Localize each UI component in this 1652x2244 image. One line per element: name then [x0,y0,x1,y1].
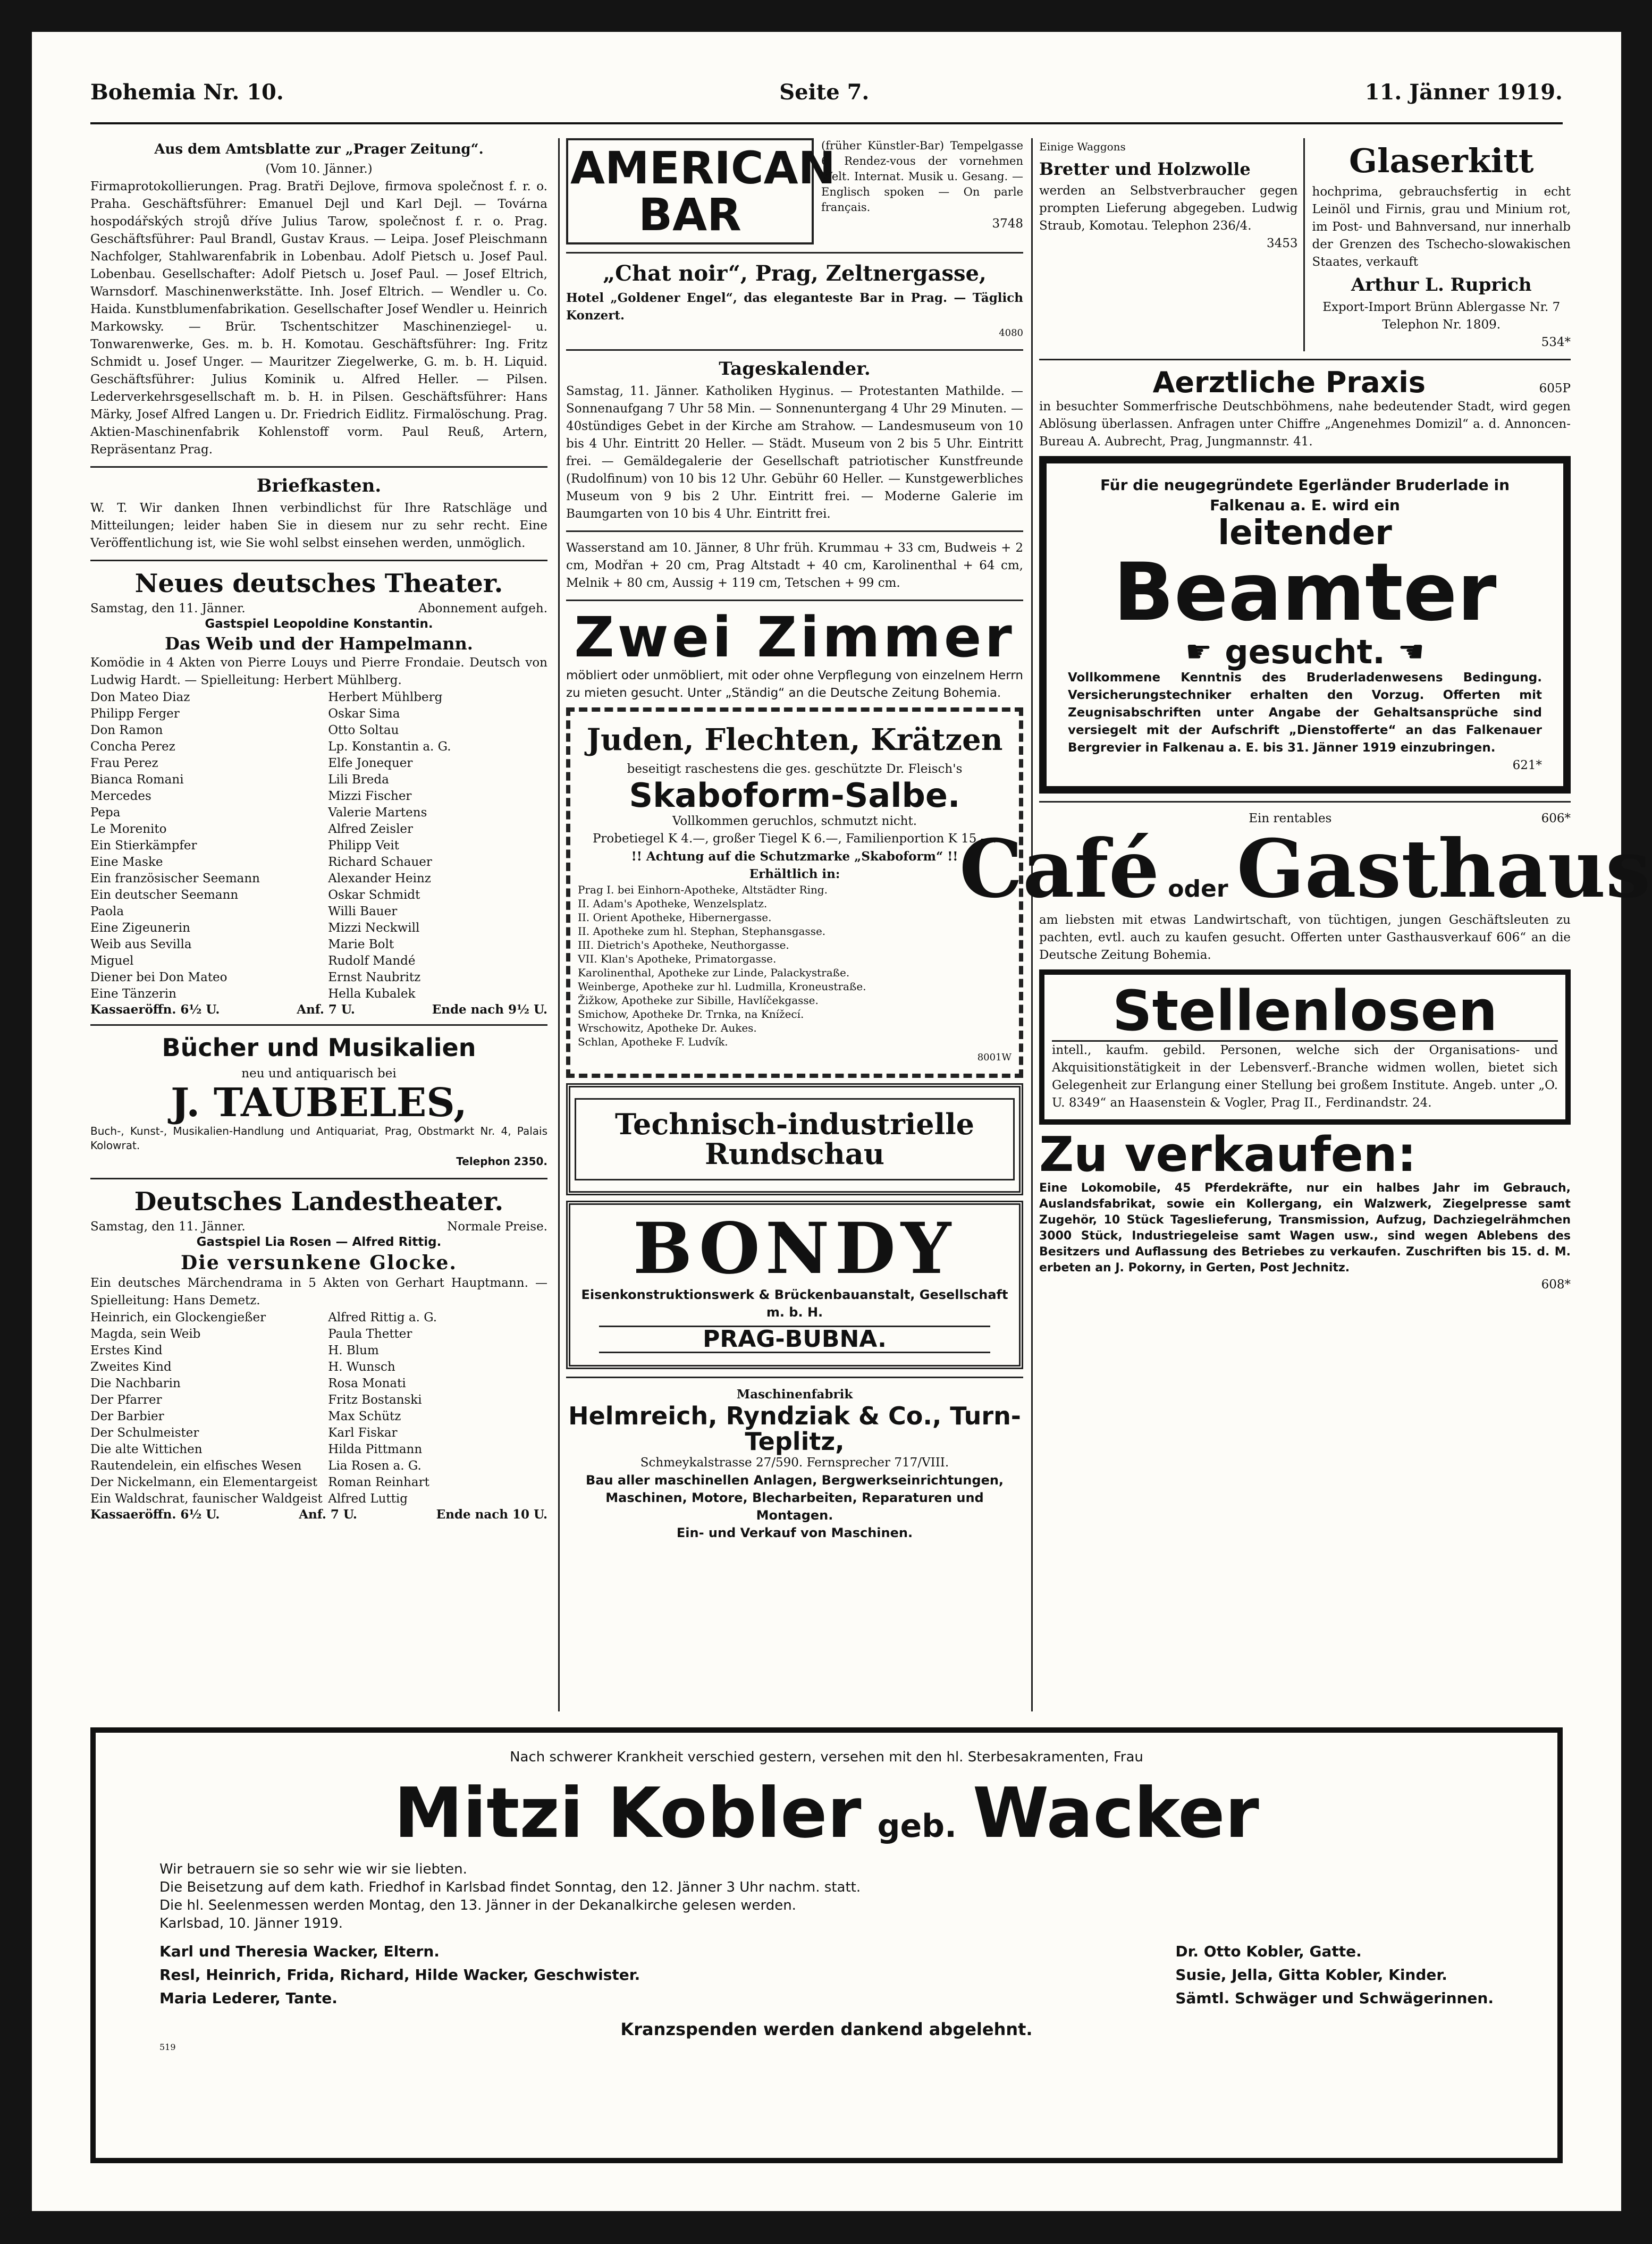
american-bar-code: 3748 [992,217,1023,231]
chat-noir-code: 4080 [999,327,1023,339]
actor-name: Ernst Naubritz [328,971,421,984]
praxis-code: 605P [1539,382,1571,395]
obituary-code: 519 [159,2041,176,2052]
taubeles-sub: neu und antiquarisch bei [241,1067,397,1081]
actor-name: Hilda Pittmann [328,1442,423,1456]
taubeles-title: Bücher und Musikalien [162,1033,476,1062]
box-office-time: Kassaeröffn. 6½ U. [90,1507,220,1522]
actor-name: Karl Fiskar [328,1425,398,1440]
role-name: Eine Maske [90,855,163,869]
cast-row [90,953,547,969]
neues-theater-times [90,1002,547,1017]
obituary-name: Mitzi Kobler [394,1773,862,1853]
zwei-zimmer-title: Zwei Zimmer [574,605,1015,670]
beamter-lead: leitender [1218,513,1392,553]
wasserstand-text: Wasserstand am 10. Jänner, 8 Uhr früh. Krummau + 33 cm, Budweis + 2 cm, Modřan + 20 cm, Prag Altstadt + 40 cm, Karolinenthal + 64 cm, Melnik + 80 cm, Aussig + 119 cm, Tetschen + 99 cm. [566,541,1023,590]
chat-noir-title: „Chat noir“, Prag, Zeltnergasse, [603,261,987,286]
skaboform-code: 8001W [977,1051,1012,1063]
pharmacy-item: Schlan, Apotheke F. Ludvík. [578,1035,728,1048]
role-name: Ein deutscher Seemann [90,888,239,902]
role-name: Der Barbier [90,1409,164,1423]
skaboform-l1: Vollkommen geruchlos, schmutzt nicht. [672,814,917,828]
helmreich-top: Maschinenfabrik [736,1387,853,1402]
role-name: Miguel [90,954,134,968]
bretter-title: Bretter und Holzwolle [1039,159,1251,179]
skaboform-sub: beseitigt raschestens die ges. geschützte Dr. Fleisch's [627,762,963,776]
skaboform-title: Juden, Flechten, Krätzen [586,722,1003,757]
helmreich-text: Bau aller maschinellen Anlagen, Bergwerkseinrichtungen, Maschinen, Motore, Blecharbeiten, Reparaturen und Montagen. [585,1473,1004,1523]
amtsblatt-title: Aus dem Amtsblatte zur „Prager Zeitung“. [154,141,484,157]
taubeles-name: J. TAUBELES, [171,1080,467,1126]
role-name: Pepa [90,806,121,820]
divider [566,530,1023,532]
obituary-mourners [159,1940,1494,2010]
mourner-line: Susie, Jella, Gitta Kobler, Kinder. [1175,1965,1447,1984]
cast-row [90,772,547,788]
obituary-geb: geb. [877,1808,957,1845]
gasthaus-word: Gasthaus [1236,822,1651,916]
pharmacy-item: Karolinenthal, Apotheke zur Linde, Palackystraße. [578,966,850,979]
pharmacy-item: Smichow, Apotheke Dr. Trnka, na Knížecí. [578,1007,804,1020]
header-paper: Bohemia Nr. 10. [90,80,284,105]
role-name: Heinrich, ein Glockengießer [90,1310,266,1325]
role-name: Concha Perez [90,740,175,754]
chat-noir-text: Hotel „Goldener Engel“, das eleganteste Bar in Prag. — Täglich Konzert. [566,291,1023,323]
pharmacy-item: III. Dietrich's Apotheke, Neuthorgasse. [578,938,789,951]
cast-row [90,1310,547,1326]
glaserkitt-ad [1312,138,1571,351]
neues-theater-title: Neues deutsches Theater. [134,569,503,598]
taubeles-desc: Buch-, Kunst-, Musikalien-Handlung und Antiquariat, Prag, Obstmarkt Nr. 4, Palais Kolowrat. [90,1124,547,1152]
actor-name: Mizzi Neckwill [328,921,420,935]
obituary-l4: Karlsbad, 10. Jänner 1919. [159,1915,343,1931]
actor-name: Elfe Jonequer [328,756,413,770]
obituary-intro: Nach schwerer Krankheit verschied gestern, versehen mit den hl. Sterbesakramenten, Frau [510,1749,1143,1765]
divider [90,1024,547,1026]
mourner-line: Dr. Otto Kobler, Gatte. [1175,1942,1362,1960]
beamter-code: 621* [1512,758,1542,773]
neues-theater-date: Samstag, den 11. Jänner. [90,602,246,615]
cast-row [90,1441,547,1458]
mourners-left [159,1940,640,2010]
obituary-name-row [106,1773,1547,1853]
cast-row [90,755,547,772]
divider [566,252,1023,254]
verkaufen-text: Eine Lokomobile, 45 Pferdekräfte, nur ein halbes Jahr im Gebrauch, Auslandsfabrikat, sowie ein Kollergang, ein Walzwerk, Ziegelpresse samt Zugehör, 10 Stück Tageslieferung, Transmission, Aufzug, Dachziegelrähmchen 3000 Stück, Industriegeleise samt Wagen usw., sind wegen Ablebens des Besitzers und Auflassung des Betriebes zu verkaufen. Zuschriften bis 15. d. M. erbeten an J. Pokorny, in Gerten, Post Jechnitz. [1039,1181,1571,1275]
zwei-zimmer-text: möbliert oder unmöbliert, mit oder ohne Verpflegung von einzelnem Herrn zu mieten gesucht. Unter „Ständig“ an die Deutsche Zeitung Bohemia. [566,668,1023,700]
cast-row [90,986,547,1002]
actor-name: Paula Thetter [328,1327,412,1341]
neues-theater-desc: Komödie in 4 Akten von Pierre Louys und Pierre Frondaie. Deutsch von Ludwig Hardt. — Spielleitung: Herbert Mühlberg. [90,656,547,687]
bondy-ad [566,1201,1023,1369]
role-name: Rautendelein, ein elfisches Wesen [90,1458,302,1473]
actor-name: H. Wunsch [328,1360,395,1374]
role-name: Don Ramon [90,723,163,737]
pharmacy-item: Weinberge, Apotheke zur hl. Ludmilla, Kroneustraße. [578,980,866,993]
glaserkitt-text: hochprima, gebrauchsfertig in echt Leinöl und Firnis, grau und Minium rot, im Post- und Bahnversand, nur innerhalb der Grenzen des Tschecho-slowakischen Staates, verkauft [1312,185,1571,269]
beamter-intro: Für die neugegründete Egerländer Bruderlade in Falkenau a. E. wird ein [1100,476,1510,514]
cast-row [90,854,547,871]
actor-name: Richard Schauer [328,855,432,869]
pointing-hand-left-icon: ☚ [1397,635,1425,670]
taubeles-phone: Telephon 2350. [456,1154,547,1168]
cast-row [90,1491,547,1507]
role-name: Eine Zigeunerin [90,921,190,935]
cafe-word: Café [959,822,1160,916]
skaboform-l3: !! Achtung auf die Schutzmarke „Skaboform“ !! [631,849,958,864]
obituary-l2: Die Beisetzung auf dem kath. Friedhof in Karlsbad findet Sonntag, den 12. Jänner 3 Uhr nachm. statt. [159,1879,861,1895]
actor-name: Otto Soltau [328,723,399,737]
beamter-ad [1039,456,1571,794]
mourner-line: Karl und Theresia Wacker, Eltern. [159,1942,440,1960]
divider [90,560,547,561]
pharmacy-item: II. Orient Apotheke, Hibernergasse. [578,910,772,924]
rundschau-title: Technisch-industrielle Rundschau [575,1098,1015,1180]
role-name: Der Schulmeister [90,1425,199,1440]
divider [1039,359,1571,360]
cafe-code: 606* [1541,812,1571,826]
role-name: Magda, sein Weib [90,1327,201,1341]
divider [566,1377,1023,1378]
cast-row [90,689,547,706]
actor-name: Lp. Konstantin a. G. [328,740,451,754]
actor-name: Lili Breda [328,773,389,787]
pointing-hand-right-icon: ☛ [1185,635,1212,670]
actor-name: Herbert Mühlberg [328,690,443,704]
actor-name: Mizzi Fischer [328,789,412,803]
cast-row [90,838,547,854]
cast-row [90,937,547,953]
actor-name: Marie Bolt [328,938,394,951]
pharmacy-item: Prag I. bei Einhorn-Apotheke, Altstädter Ring. [578,883,828,896]
rundschau-ad [566,1083,1023,1195]
cast-row [90,722,547,739]
skaboform-name: Skaboform-Salbe. [629,775,960,815]
helmreich-last: Ein- und Verkauf von Maschinen. [676,1525,913,1541]
landestheater-times [90,1507,547,1522]
cast-row [90,1359,547,1376]
beamter-text: Vollkommene Kenntnis des Bruderladenwesens Bedingung. Versicherungstechniker erhalten den Vorzug. Offerten mit Zeugnisabschriften unter Angabe der Gehaltsansprüche sind versiegelt mit der Aufschrift „Dienstofferte“ an das Falkenauer Bergrevier in Falkenau a. E. bis 31. Jänner 1919 einzubringen. [1068,671,1542,755]
landestheater-guest: Gastspiel Lia Rosen — Alfred Rittig. [196,1235,442,1249]
glaserkitt-address: Export-Import Brünn Ablergasse Nr. 7 Telephon Nr. 1809. [1322,300,1561,332]
actor-name: Lia Rosen a. G. [328,1458,422,1473]
obituary-l3: Die hl. Seelenmessen werden Montag, den 13. Jänner in der Dekanalkirche gelesen werden. [159,1897,796,1913]
mourner-line: Sämtl. Schwäger und Schwägerinnen. [1175,1989,1494,2007]
box-office-time: Kassaeröffn. 6½ U. [90,1002,220,1017]
helmreich-address: Schmeykalstrasse 27/590. Fernsprecher 717/VIII. [640,1456,949,1470]
cast-row [90,1458,547,1474]
stellenlose-ad [1039,969,1571,1125]
actor-name: Willi Bauer [328,905,398,918]
cast-row [90,788,547,805]
verkaufen-title: Zu verkaufen: [1039,1127,1417,1183]
actor-name: Rosa Monati [328,1376,406,1390]
neues-theater-cast [90,689,547,1002]
cast-row [90,904,547,920]
divider [90,466,547,468]
praxis-header [1039,368,1571,398]
praxis-text: in besuchter Sommerfrische Deutschböhmens, nahe bedeutender Stadt, wird gegen Ablösung überlassen. Anfragen unter Chiffre „Angenehmes Domizil“ a. d. Annoncen-Bureau A. Aubrecht, Prag, Jungmannstr. 41. [1039,399,1571,449]
stellenlose-text: intell., kaufm. gebild. Personen, welche sich der Organisations- und Akquisitionstätigkeit in der Lebensverf.-Branche widmen wollen, bietet sich Gelegenheit zur Erlangung einer Stellung bei großem Institute. Angeb. unter „O. U. 8349“ an Haasenstein & Vogler, Prag II., Ferdinandstr. 24. [1052,1043,1558,1110]
role-name: Der Nickelmann, ein Elementargeist [90,1475,318,1489]
cast-row [90,1408,547,1425]
actor-name: Rudolf Mandé [328,954,416,968]
actor-name: Alfred Luttig [328,1491,408,1506]
role-name: Bianca Romani [90,773,184,787]
skaboform-pharmacy-list [578,883,1012,1049]
cast-row [90,871,547,887]
neues-theater-dateline [90,602,547,615]
skaboform-ad [566,707,1023,1078]
cafe-text: am liebsten mit etwas Landwirtschaft, von tüchtigen, jungen Geschäftsleuten zu pachten, evtl. auch zu kaufen gesucht. Offerten unter Gasthausverkauf 606“ an die Deutsche Zeitung Bohemia. [1039,913,1571,962]
cast-row [90,821,547,838]
tageskalender-title: Tageskalender. [719,358,871,380]
pharmacy-item: II. Apotheke zum hl. Stephan, Stephansgasse. [578,924,826,938]
role-name: Ein Stierkämpfer [90,839,197,853]
cast-row [90,920,547,937]
bondy-text: Eisenkonstruktionswerk & Brückenbauanstalt, Gesellschaft m. b. H. [581,1287,1008,1320]
landestheater-dateline [90,1220,547,1234]
divider [1039,801,1571,803]
landestheater-date: Samstag, den 11. Jänner. [90,1219,246,1234]
helmreich-name: Helmreich, Ryndziak & Co., Turn-Teplitz, [568,1401,1021,1456]
skaboform-l2: Probetiegel K 4.—, großer Tiegel K 6.—, Familienportion K 15.—. [592,831,997,846]
obituary-maiden-name: Wacker [972,1773,1259,1853]
role-name: Die alte Wittichen [90,1442,203,1456]
bretter-top: Einige Waggons [1039,140,1126,153]
cafe-title [959,822,1651,916]
landestheater-prices: Normale Preise. [447,1219,547,1234]
glaserkitt-bretter-row [1039,138,1571,351]
divider [90,1178,547,1179]
pharmacy-item: VII. Klan's Apotheke, Primatorgasse. [578,952,777,965]
role-name: Le Morenito [90,822,167,836]
bondy-location: PRAG-BUBNA. [599,1326,990,1353]
skaboform-l4: Erhältlich in: [749,866,840,881]
role-name: Don Mateo Diaz [90,690,190,704]
role-name: Weib aus Sevilla [90,938,192,951]
landestheater-play: Die versunkene Glocke. [181,1251,457,1274]
role-name: Erstes Kind [90,1343,163,1357]
briefkasten-text: W. T. Wir danken Ihnen verbindlichst für Ihre Ratschläge und Mitteilungen; leider haben Sie in diesem nur zu sehr recht. Eine Veröffentlichung ist, wie Sie wohl selbst einsehen werden, unmöglich. [90,501,547,550]
cast-row [90,805,547,821]
role-name: Ein Waldschrat, faunischer Waldgeist [90,1491,323,1506]
bretter-ad [1039,138,1305,351]
cast-row [90,1425,547,1441]
mourner-line: Resl, Heinrich, Frida, Richard, Hilde Wacker, Geschwister. [159,1965,640,1984]
actor-name: H. Blum [328,1343,379,1357]
american-bar-ad [566,138,1023,244]
cafe-or: oder [1168,875,1228,903]
actor-name: Max Schütz [328,1409,401,1423]
role-name: Frau Perez [90,756,158,770]
actor-name: Alexander Heinz [328,872,431,885]
obituary-footer: Kranzspenden werden dankend abgelehnt. [620,2019,1033,2039]
cast-row [90,1376,547,1392]
actor-name: Oskar Sima [328,707,400,721]
american-bar-title: AMERICAN BAR [566,138,814,244]
role-name: Mercedes [90,789,151,803]
role-name: Zweites Kind [90,1360,172,1374]
cast-row [90,739,547,755]
bretter-code: 3453 [1266,237,1298,250]
mourners-right [1175,1940,1494,2010]
bondy-name: BONDY [633,1208,957,1290]
actor-name: Roman Reinhart [328,1475,429,1489]
cast-row [90,887,547,904]
start-time: Anf. 7 U. [297,1002,355,1017]
start-time: Anf. 7 U. [299,1507,357,1522]
cast-row [90,706,547,722]
role-name: Eine Tänzerin [90,987,176,1001]
column-middle [558,138,1023,1711]
pharmacy-item: Wrschowitz, Apotheke Dr. Aukes. [578,1021,757,1034]
obituary-notice [90,1727,1563,2163]
pharmacy-item: Žižkow, Apotheke zur Sibille, Havlíčekgasse. [578,993,819,1007]
cast-row [90,1392,547,1408]
praxis-title: Aerztliche Praxis [1152,366,1426,399]
verkaufen-code: 608* [1541,1277,1571,1292]
neues-theater-guest: Gastspiel Leopoldine Konstantin. [205,617,433,631]
page-header [90,80,1563,124]
header-date: 11. Jänner 1919. [1364,80,1563,105]
actor-name: Philipp Veit [328,839,400,853]
landestheater-desc: Ein deutsches Märchendrama in 5 Akten von Gerhart Hauptmann. — Spielleitung: Hans Demetz. [90,1276,547,1307]
role-name: Paola [90,905,124,918]
amtsblatt-date: (Vom 10. Jänner.) [265,162,373,176]
briefkasten-title: Briefkasten. [256,475,382,496]
obituary-body [106,1860,1547,2056]
beamter-sought: gesucht. [1225,632,1385,672]
cast-row [90,969,547,986]
newspaper-page [32,32,1651,2211]
role-name: Diener bei Don Mateo [90,971,227,984]
actor-name: Oskar Schmidt [328,888,420,902]
actor-name: Alfred Zeisler [328,822,414,836]
amtsblatt-text: Firmaprotokollierungen. Prag. Bratři Dejlove, firmova společnost f. r. o. Praha. Geschäftsführer: Emanuel Dejl und Karl Dejl. — Továrna hospodářských strojů dříve Julius Tarow, společnost f. r. o. Prag. Geschäftsführer: Paul Brandl, Gustav Kraus. — Leipa. Josef Pleischmann Nachfolger, Stahlwarenfabrik in Lobenbau. Adolf Pietsch u. Josef Paul. Lobenbau. Gesellschafter: Adolf Pietsch u. Josef Paul. — Josef Eltrich, Warnsdorf. Maschinenwerkstätte. Inh. Josef Eltrich. — Wendler u. Co. Haida. Kunstblumenfabrikation. Gesellschafter Josef Wendler u. Heinrich Markowsky. — Brür. Tschentschitzer Maschinenziegel- u. Tonwarenwerke, Ges. m. b. H. Komotau. Geschäftsführer: Ing. Fritz Schmidt u. Josef Unger. — Mauritzer Ziegelwerke, G. m. b. H. Liquid. Geschäftsführer: Julius Kominik u. Alfred Heller. — Pilsen. Lederverkehrsgesellschaft m. b. H. in Pilsen. Geschäftsführer: Hans Märky, Josef Alfred Langen u. Dr. Friedrich Eidlitz. Firmalöschung. Prag. Aktien-Maschinenfabrik Kohlenstoff vorm. Paul Reuß, Artern, Repräsentanz Prag. [90,180,547,457]
cast-row [90,1343,547,1359]
cast-row [90,1326,547,1343]
american-bar-text: (früher Künstler-Bar) Tempelgasse 6. Rendez-vous der vornehmen Welt. Internat. Musik u. Gesang. — Englisch spoken — On parle français. [821,139,1023,214]
cast-row [90,1474,547,1491]
mourner-line: Maria Lederer, Tante. [159,1989,338,2007]
stellenlose-title: Stellenlosen [1052,982,1558,1042]
role-name: Philipp Ferger [90,707,180,721]
neues-theater-play: Das Weib und der Hampelmann. [165,634,473,654]
end-time: Ende nach 9½ U. [432,1002,547,1017]
actor-name: Fritz Bostanski [328,1393,422,1407]
bretter-text: werden an Selbstverbraucher gegen prompten Lieferung abgegeben. Ludwig Straub, Komotau. Telephon 236/4. [1039,184,1298,233]
obituary-l1: Wir betrauern sie so sehr wie wir sie liebten. [159,1861,467,1877]
column-left [90,138,547,1711]
header-page-number: Seite 7. [779,80,870,105]
landestheater-title: Deutsches Landestheater. [134,1186,504,1217]
glaserkitt-code: 534* [1541,335,1571,349]
tageskalender-text: Samstag, 11. Jänner. Katholiken Hyginus. — Protestanten Mathilde. — Sonnenaufgang 7 Uhr 58 Min. — Sonnenuntergang 4 Uhr 29 Minuten. — 40stündiges Gebet in der Kirche am Strahow. — Landesmuseum von 10 bis 4 Uhr. Eintritt 20 Heller. — Städt. Museum von 2 bis 5 Uhr. Eintritt frei. — Gemäldegalerie der Gesellschaft patriotischer Kunstfreunde (Rudolfinum) von 10 bis 12 Uhr. Gebühr 60 Heller. — Kunstgewerbliches Museum von 9 bis 2 Uhr. Eintritt frei. — Moderne Galerie im Baumgarten von 10 bis 4 Uhr. Eintritt frei. [566,384,1023,521]
neues-theater-abo: Abonnement aufgeh. [418,602,547,615]
beamter-big: Beamter [1113,546,1497,639]
divider [566,600,1023,601]
divider [566,349,1023,351]
actor-name: Valerie Martens [328,806,427,820]
beamter-sought-row [1068,632,1542,672]
actor-name: Alfred Rittig a. G. [328,1310,437,1325]
role-name: Ein französischer Seemann [90,872,260,885]
role-name: Der Pfarrer [90,1393,162,1407]
glaserkitt-company: Arthur L. Ruprich [1351,274,1532,296]
role-name: Die Nachbarin [90,1376,181,1390]
pharmacy-item: II. Adam's Apotheke, Wenzelsplatz. [578,897,768,910]
end-time: Ende nach 10 U. [436,1507,547,1522]
actor-name: Hella Kubalek [328,987,416,1001]
landestheater-cast [90,1310,547,1507]
glaserkitt-title: Glaserkitt [1349,141,1534,180]
cafe-top: Ein rentables [1249,812,1332,826]
